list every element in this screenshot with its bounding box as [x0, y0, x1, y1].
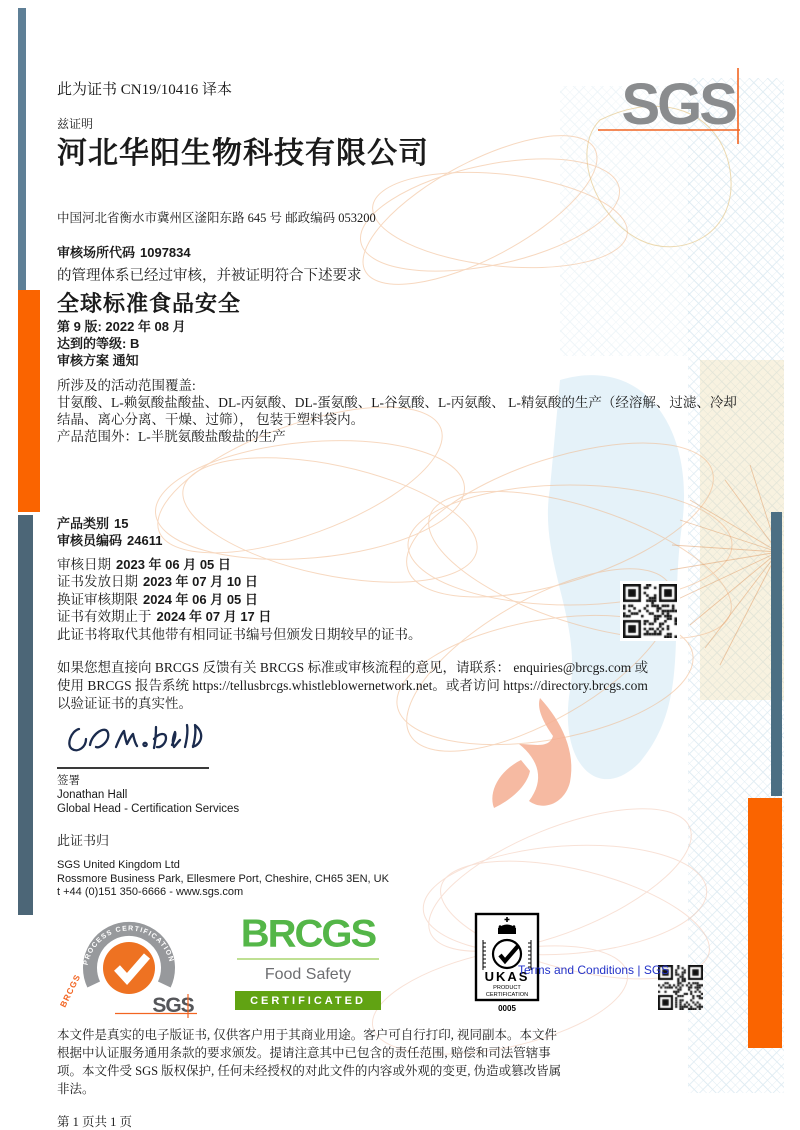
expiry-date-label: 证书有效期止于	[57, 609, 152, 624]
audited-statement: 的管理体系已经过审核，并被证明符合下述要求	[57, 267, 362, 284]
issuer-phone: t +44 (0)151 350-6666 - www.sgs.com	[57, 886, 244, 898]
right-edge-bar-slate	[771, 512, 782, 796]
signature-image	[57, 717, 227, 765]
audit-date-value: 2023 年 06 月 05 日	[116, 556, 231, 572]
scope-heading: 所涉及的活动范围覆盖:	[57, 377, 196, 393]
company-address: 中国河北省衡水市冀州区滏阳东路 645 号 邮政编码 053200	[57, 211, 376, 225]
page-number-line: 第 1 页共 1 页	[57, 1114, 133, 1129]
scope-body: 甘氨酸、L-赖氨酸盐酸盐、DL-丙氨酸、DL-蛋氨酸、L-谷氨酸、L-丙氨酸、 L-精氨酸的生产（经溶解、过滤、冷却结晶、离心分离、干燥、过筛）， 包装于塑料袋内。	[57, 394, 737, 427]
belongs-label: 此证书归	[57, 833, 110, 848]
brcgs-certificated-banner: CERTIFICATED	[235, 991, 381, 1010]
audit-date-label: 审核日期	[57, 556, 111, 572]
legal-paragraph: 本文件是真实的电子版证书, 仅供客户用于其商业用途。客户可自行打印, 视同副本。本文件根据中认证服务通用条款的要求颁发。提请注意其中已包含的责任范围, 赔偿和司法管辖事项。本文件受 SGS 版权保护, 任何未经授权的对此文件的内容或外观的变更, 伪造或篡改皆属非法。	[57, 1027, 562, 1096]
scope-exclusion: 产品范围外：L-半胱氨酸盐酸盐的生产	[57, 428, 286, 444]
left-edge-bar-top	[18, 8, 26, 290]
brcgs-food-safety-label: Food Safety	[264, 965, 352, 983]
signature-rule	[57, 767, 209, 769]
brcgs-divider	[237, 958, 379, 960]
left-edge-bar-orange	[18, 290, 40, 512]
expiry-date-value: 2024 年 07 月 17 日	[156, 609, 272, 624]
auditor-number-value: 24611	[127, 533, 163, 548]
issuer-block	[57, 859, 749, 900]
issuer-name: SGS United Kingdom Ltd	[57, 859, 180, 871]
process-cert-sgs-text: SGS	[152, 993, 194, 1017]
terms-and-conditions-link[interactable]: Terms and Conditions | SGS	[518, 963, 670, 977]
signatory-name: Jonathan Hall	[57, 789, 128, 801]
issue-date-value: 2023 年 07 月 10 日	[143, 574, 258, 589]
product-category-value: 15	[114, 515, 129, 531]
sgs-logo-text: SGS	[621, 72, 735, 137]
scope-section	[57, 377, 749, 445]
ukas-product-text: PRODUCT	[493, 984, 521, 991]
auditor-number-label: 审核员编码	[57, 533, 123, 548]
programme-line: 审核方案 通知	[57, 352, 139, 368]
process-certification-arc-text: PROCESS CERTIFICATION	[82, 924, 175, 966]
edition-line: 第 9 版: 2022 年 08 月	[57, 318, 186, 334]
brcgs-logo	[235, 911, 381, 1010]
signed-label: 签署	[57, 775, 80, 787]
standard-title: 全球标准食品安全	[57, 290, 242, 316]
ukas-certification-text: CERTIFICATION	[485, 991, 529, 998]
right-edge-bar-orange	[748, 798, 782, 1048]
supersede-note: 此证书将取代其他带有相同证书编号但颁发日期较早的证书。	[57, 626, 422, 642]
issuer-address: Rossmore Business Park, Ellesmere Port, Cheshire, CH65 3EN, UK	[57, 872, 389, 885]
sgs-process-certification-logo	[57, 912, 205, 1018]
audit-date-line	[57, 556, 749, 574]
product-category-line	[57, 515, 749, 533]
reaudit-date-value: 2024 年 06 月 05 日	[143, 591, 258, 607]
process-cert-side-text: BRCGS	[57, 971, 83, 1009]
issue-date-label: 证书发放日期	[57, 574, 138, 589]
ukas-text: UKAS	[484, 968, 530, 984]
site-code-value: 1097834	[140, 245, 191, 260]
site-code-label: 审核场所代码	[57, 245, 136, 260]
auditor-number-line	[57, 532, 749, 550]
product-category-label: 产品类别	[57, 515, 110, 531]
qr-code-verification	[620, 581, 680, 641]
brcgs-logo-text: BRCGS	[240, 911, 376, 956]
site-code-line	[57, 244, 749, 262]
signatory-title: Global Head - Certification Services	[57, 803, 240, 815]
brcgs-feedback-paragraph: 如果您想直接向 BRCGS 反馈有关 BRCGS 标准或审核流程的意见，请联系： enquiries@brcgs.com 或使用 BRCGS 报告系统 https://tellusbrcgs.whistleblowernetwork.net。或者访问 https://directory.brcgs.com 以验证证书的真实性。	[57, 660, 649, 711]
left-edge-bar-bottom	[18, 515, 33, 915]
certify-label: 兹证明	[57, 117, 94, 131]
reaudit-date-label: 换证审核期限	[57, 591, 138, 607]
company-name: 河北华阳生物科技有限公司	[57, 137, 429, 170]
ukas-number: 0005	[498, 1003, 516, 1013]
certificate-number-line: 此为证书 CN19/10416 译本	[57, 82, 233, 98]
grade-line: 达到的等级: B	[57, 335, 140, 351]
